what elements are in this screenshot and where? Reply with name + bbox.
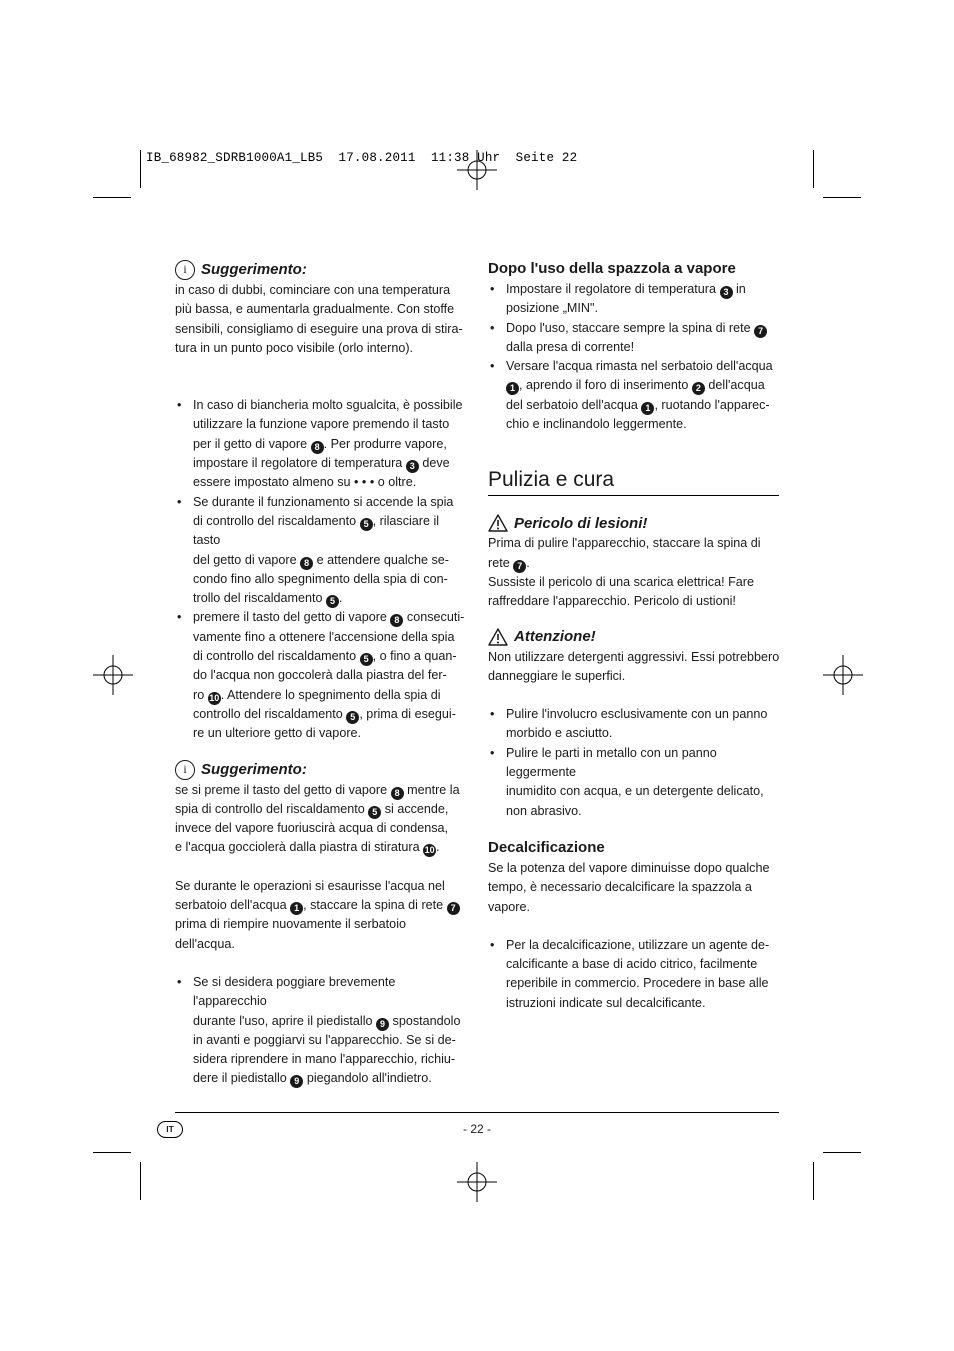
- text-span: di controllo del riscaldamento: [193, 649, 357, 664]
- text-span: Pericolo di lesioni!: [514, 514, 648, 532]
- crop-mark: [813, 1162, 814, 1200]
- text-span: spostandolo: [392, 1013, 461, 1028]
- tip-heading: [175, 759, 465, 781]
- text-span: trollo del riscaldamento: [193, 591, 323, 606]
- text-span: tempo, è necessario decalcificare la spazzola a: [488, 880, 752, 895]
- part-number-badge: 3: [720, 286, 733, 299]
- text-span: controllo del riscaldamento: [193, 706, 343, 721]
- footer-rule: [175, 1112, 779, 1113]
- text-span: . Per produrre vapore,: [323, 436, 447, 451]
- text-span: Suggerimento:: [201, 261, 307, 279]
- print-slug: IB_68982_SDRB1000A1_LB5 17.08.2011 11:38 Uhr Seite 22: [146, 151, 578, 165]
- text-span: Prima di pulire l'apparecchio, staccare la spina di: [488, 536, 761, 551]
- text-span: prima di riempire nuovamente il serbatoio dell'acqua.: [175, 917, 406, 951]
- text-span: Se la potenza del vapore diminuisse dopo qualche: [488, 860, 770, 875]
- list-item: [175, 608, 465, 743]
- text-span: Non utilizzare detergenti aggressivi. Essi potrebbero: [488, 649, 780, 664]
- registration-mark: [457, 1162, 497, 1202]
- part-number-badge: 7: [754, 325, 767, 338]
- text-span: In caso di biancheria molto sgualcita, è possibile: [193, 398, 463, 413]
- text-span: inumidito con acqua, e un detergente delicato,: [506, 784, 764, 799]
- text-span: ro: [193, 687, 205, 702]
- text-span: , prima di esegui-: [359, 706, 456, 721]
- text-span: , aprendo il foro di inserimento: [519, 378, 689, 393]
- text-span: in caso di dubbi, cominciare con una temperatura: [175, 283, 451, 297]
- text-span: vapore.: [488, 899, 531, 914]
- part-number-badge: 2: [692, 382, 705, 395]
- paragraph: [488, 859, 780, 917]
- text-span: Impostare il regolatore di temperatura: [506, 282, 716, 296]
- text-span: serbatoio dell'acqua: [175, 898, 287, 913]
- text-span: di controllo del riscaldamento: [193, 513, 357, 528]
- part-number-badge: 8: [391, 787, 404, 800]
- crop-mark: [140, 1162, 141, 1200]
- warning-text: [488, 648, 780, 687]
- text-span: in avanti e poggiarvi su l'apparecchio. Se si de-: [193, 1032, 456, 1047]
- part-number-badge: 9: [376, 1018, 389, 1031]
- language-badge: IT: [157, 1121, 183, 1138]
- text-span: vamente fino a ottenere l'accensione della spia: [193, 629, 455, 644]
- text-span: premere il tasto del getto di vapore: [193, 610, 387, 625]
- text-span: , ruotando l'apparec-: [654, 397, 770, 412]
- warning-icon: [488, 514, 508, 532]
- part-number-badge: 5: [346, 711, 359, 724]
- crop-mark: [823, 1152, 861, 1153]
- text-span: Pulire l'involucro esclusivamente con un panno: [506, 707, 768, 722]
- crop-mark: [93, 1152, 131, 1153]
- text-span: Per la decalcificazione, utilizzare un agente de-: [506, 937, 770, 952]
- text-span: se si preme il tasto del getto di vapore: [175, 782, 388, 797]
- page-number: - 22 -: [462, 1122, 491, 1136]
- text-span: , rilasciare il tasto: [193, 513, 440, 548]
- part-number-badge: 9: [290, 1075, 303, 1088]
- text-span: essere impostato almeno su • • • o oltre.: [193, 475, 417, 490]
- text-span: Se si desidera poggiare brevemente l'apparecchio: [193, 974, 396, 1009]
- crop-mark: [140, 150, 141, 188]
- text-span: sensibili, consigliamo di eseguire una prova di stira-: [175, 321, 463, 336]
- text-span: rete: [488, 555, 510, 570]
- text-span: , o fino a quan-: [372, 649, 457, 664]
- text-span: e attendere qualche se-: [316, 552, 449, 567]
- part-number-badge: 1: [290, 902, 303, 915]
- list-item: [175, 973, 465, 1089]
- text-span: dere il piedistallo: [193, 1071, 287, 1086]
- part-number-badge: 5: [368, 806, 381, 819]
- text-span: sidera riprendere in mano l'apparecchio, richiu-: [193, 1052, 456, 1067]
- crop-mark: [93, 197, 131, 198]
- text-span: impostare il regolatore di temperatura: [193, 456, 403, 471]
- text-span: Dopo l'uso, staccare sempre la spina di rete: [506, 320, 751, 335]
- part-number-badge: 1: [506, 382, 519, 395]
- bullet-list: [175, 973, 465, 1089]
- list-item: [488, 357, 780, 434]
- bullet-list: [488, 705, 780, 821]
- registration-mark: [823, 655, 863, 695]
- part-number-badge: 10: [209, 692, 220, 703]
- registration-mark: [93, 655, 133, 695]
- part-number-badge: 10: [424, 845, 435, 856]
- text-span: .: [436, 840, 440, 855]
- section-heading: Decalcificazione: [488, 838, 605, 856]
- bullet-list: [488, 280, 780, 434]
- text-span: durante l'uso, aprire il piedistallo: [193, 1013, 373, 1028]
- bullet-list: [488, 936, 780, 1013]
- text-span: Pulire le parti in metallo con un panno leggermente: [506, 745, 717, 780]
- part-number-badge: 8: [300, 557, 313, 570]
- warning-text: [488, 534, 780, 611]
- part-number-badge: 5: [360, 518, 373, 531]
- text-span: Attenzione!: [514, 627, 596, 645]
- list-item: [488, 705, 780, 744]
- list-item: [488, 744, 780, 821]
- text-span: non abrasivo.: [506, 803, 582, 818]
- text-span: Suggerimento:: [201, 760, 307, 778]
- right-column: [488, 258, 780, 1013]
- info-icon: i: [175, 760, 195, 780]
- text-span: deve: [422, 456, 450, 471]
- text-span: utilizzare la funzione vapore premendo il tasto: [193, 417, 450, 432]
- text-span: invece del vapore fuoriuscirà acqua di condensa,: [175, 821, 449, 836]
- text-span: si accende,: [384, 801, 449, 816]
- part-number-badge: 7: [447, 902, 460, 915]
- text-span: Se durante il funzionamento si accende la spia: [193, 494, 454, 509]
- text-span: piegandolo all'indietro.: [306, 1071, 432, 1086]
- crop-mark: [813, 150, 814, 188]
- text-span: Se durante le operazioni si esaurisse l'acqua nel: [175, 878, 445, 893]
- text-span: , staccare la spina di rete: [303, 898, 444, 913]
- text-span: . Attendere lo spegnimento della spia di: [220, 687, 441, 702]
- text-span: spia di controllo del riscaldamento: [175, 801, 365, 816]
- text-span: e l'acqua gocciolerà dalla piastra di stiratura: [175, 840, 420, 855]
- tip-text: [175, 281, 465, 358]
- list-item: [175, 396, 465, 492]
- left-column: [175, 259, 465, 1089]
- tip-text: [175, 781, 465, 858]
- part-number-badge: 3: [406, 460, 419, 473]
- info-icon: i: [175, 260, 195, 280]
- paragraph: [175, 877, 465, 954]
- tip-heading: [175, 259, 465, 281]
- text-span: mentre la: [407, 782, 460, 797]
- warning-icon: [488, 628, 508, 646]
- text-span: condo fino allo spegnimento della spia di con-: [193, 571, 448, 586]
- text-span: chio e inclinandolo leggermente.: [506, 417, 687, 432]
- part-number-badge: 8: [311, 441, 324, 454]
- list-item: [488, 319, 780, 358]
- text-span: re un ulteriore getto di vapore.: [193, 726, 362, 741]
- part-number-badge: 7: [513, 560, 526, 573]
- text-span: posizione „MIN".: [506, 301, 598, 316]
- text-span: più bassa, e aumentarla gradualmente. Con stoffe: [175, 302, 455, 317]
- warning-heading: [488, 512, 780, 534]
- text-span: tura in un punto poco visibile (orlo interno).: [175, 340, 414, 355]
- section-heading: Dopo l'uso della spazzola a vapore: [488, 260, 736, 277]
- text-span: reperibile in commercio. Procedere in base alle: [506, 976, 769, 991]
- text-span: Versare l'acqua rimasta nel serbatoio dell'acqua: [506, 359, 773, 374]
- text-span: per il getto di vapore: [193, 436, 308, 451]
- text-span: .: [339, 591, 343, 606]
- text-span: Sussiste il pericolo di una scarica elettrica! Fare: [488, 574, 754, 589]
- text-span: danneggiare le superfici.: [488, 668, 626, 683]
- text-span: morbido e asciutto.: [506, 726, 613, 741]
- bullet-list: [175, 396, 465, 743]
- text-span: del serbatoio dell'acqua: [506, 397, 638, 412]
- text-span: consecuti-: [406, 610, 465, 625]
- part-number-badge: 1: [641, 402, 654, 415]
- text-span: calcificante a base di acido citrico, facilmente: [506, 957, 758, 972]
- warning-heading: [488, 626, 780, 648]
- part-number-badge: 5: [360, 653, 373, 666]
- list-item: [175, 493, 465, 609]
- part-number-badge: 5: [326, 595, 339, 608]
- text-span: istruzioni indicate sul decalcificante.: [506, 995, 706, 1010]
- crop-mark: [823, 197, 861, 198]
- section-title: Pulizia e cura: [488, 465, 779, 496]
- part-number-badge: 8: [390, 614, 403, 627]
- text-span: do l'acqua non goccolerà dalla piastra del fer-: [193, 668, 447, 683]
- text-span: raffreddare l'apparecchio. Pericolo di ustioni!: [488, 594, 736, 609]
- text-span: dalla presa di corrente!: [506, 339, 635, 354]
- list-item: [488, 280, 780, 319]
- list-item: [488, 936, 780, 1013]
- text-span: del getto di vapore: [193, 552, 297, 567]
- text-span: .: [526, 555, 530, 570]
- text-span: dell'acqua: [708, 378, 765, 393]
- text-span: in: [736, 282, 746, 296]
